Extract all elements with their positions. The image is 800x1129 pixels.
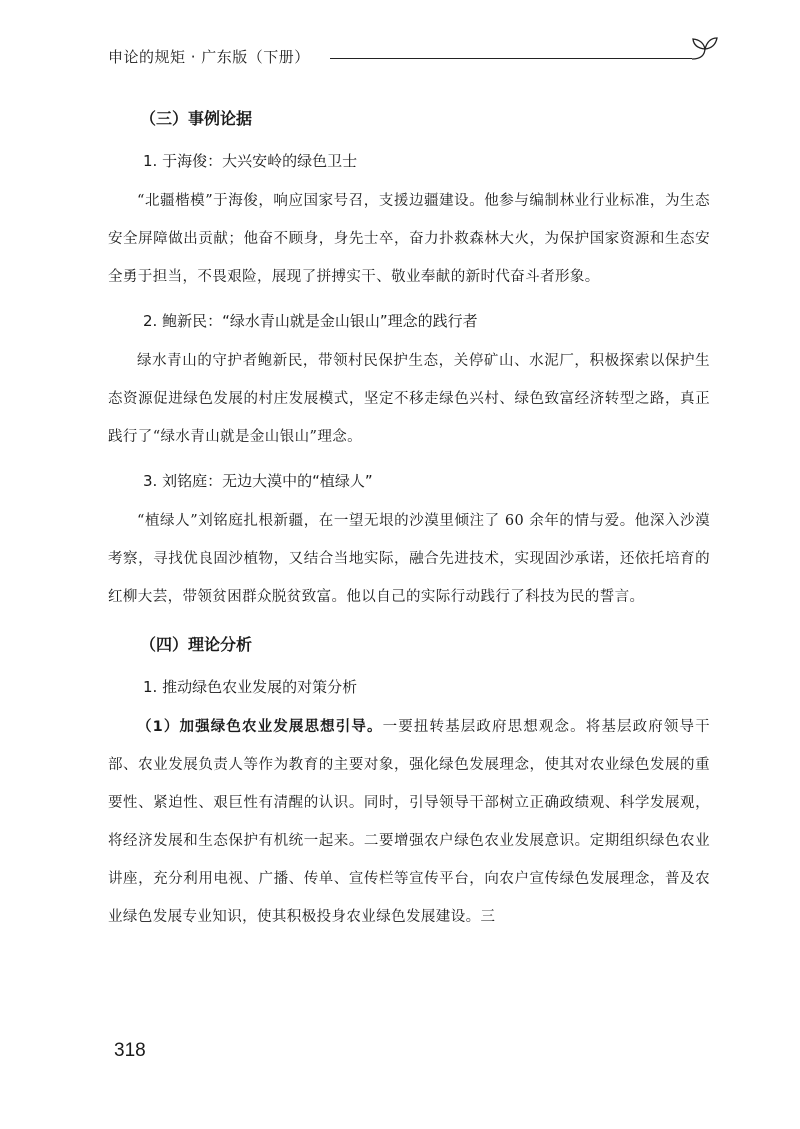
book-title: 申论的规矩 · 广东版（下册）: [108, 48, 310, 66]
paragraph-body: 一要扭转基层政府思想观念。将基层政府领导干部、农业发展负责人等作为教育的主要对象，强化绿色发展理念，使其对农业绿色发展的重要性、紧迫性、艰巨性有清醒的认识。同时，引导领导干部树立正确政绩观、科学发展观，将经济发展和生态保护有机统一起来。二要增强农户绿色农业发展意识。定期组织绿色农业讲座，充分利用电视、广播、传单、宣传栏等宣传平台，向农户宣传绿色发展理念，普及农业绿色发展专业知识，使其积极投身农业绿色发展建设。三: [108, 719, 710, 925]
example-heading-3: 3. 刘铭庭：无边大漠中的“植绿人”: [143, 472, 373, 490]
page-content: [108, 102, 710, 936]
example-paragraph-1: “北疆楷模”于海俊，响应国家号召，支援边疆建设。他参与编制林业行业标准，为生态安全屏障做出贡献；他奋不顾身，身先士卒，奋力扑救森林大火，为保护国家资源和生态安全勇于担当，不畏艰险，展现了拼搏实干、敬业奉献的新时代奋斗者形象。: [108, 193, 710, 285]
page-number: 318: [114, 1040, 146, 1061]
example-paragraph-3: “植绿人”刘铭庭扎根新疆，在一望无垠的沙漠里倾注了 60 余年的情与爱。他深入沙漠考察，寻找优良固沙植物，又结合当地实际，融合先进技术，实现固沙承诺，还依托培育的红柳大芸，带领贫困群众脱贫致富。他以自己的实际行动践行了科技为民的誓言。: [108, 513, 710, 605]
sprout-icon: [688, 34, 718, 68]
example-heading-1: 1. 于海俊：大兴安岭的绿色卫士: [143, 152, 358, 170]
example-heading-2: 2. 鲍新民：“绿水青山就是金山银山”理念的践行者: [143, 312, 478, 330]
example-paragraph-2: 绿水青山的守护者鲍新民，带领村民保护生态，关停矿山、水泥厂，积极探索以保护生态资源促进绿色发展的村庄发展模式，坚定不移走绿色兴村、绿色致富经济转型之路，真正践行了“绿水青山就是金山银山”理念。: [108, 353, 710, 445]
header-rule: [330, 58, 692, 59]
section-heading-theory: （四）理论分析: [140, 635, 253, 654]
policy-paragraph-1: [108, 708, 710, 936]
page-header: [108, 42, 718, 72]
subsection-heading-1: 1. 推动绿色农业发展的对策分析: [143, 678, 358, 696]
paragraph-lead: （1）加强绿色农业发展思想引导。: [137, 719, 383, 735]
section-heading-case-evidence: （三）事例论据: [140, 109, 253, 128]
